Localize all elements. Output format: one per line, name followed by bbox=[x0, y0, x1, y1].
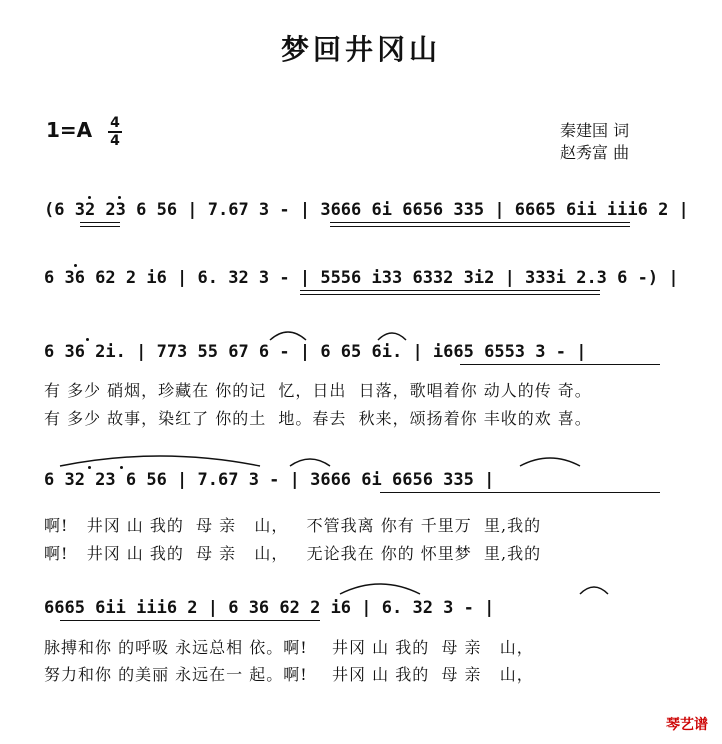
slur bbox=[270, 332, 306, 340]
slur bbox=[520, 458, 580, 466]
lyric-line-6: 努力和你 的美丽 永远在一 起。啊! 井冈 山 我的 母 亲 山， bbox=[44, 665, 534, 684]
staff-line-5: 6665 6ii iii6 2 | 6 36 62 2 i6 | 6. 32 3 - | bbox=[44, 598, 495, 618]
slur bbox=[340, 584, 420, 594]
composer: 赵秀富 曲 bbox=[560, 143, 630, 162]
slur bbox=[290, 459, 330, 466]
lyric-line-1: 有 多少 硝烟，珍藏在 你的记 忆，日出 日落，歌唱着你 动人的传 奇。 bbox=[44, 381, 592, 400]
staff-line-1: (6 32 23 6 56 | 7.67 3 - | 3666 6i 6656 335 | 6665 6ii iii6 2 | bbox=[44, 200, 689, 220]
slur bbox=[60, 456, 260, 466]
time-signature-top: 4 bbox=[110, 115, 120, 131]
slur bbox=[378, 333, 406, 340]
lyric-line-3: 啊! 井冈 山 我的 母 亲 山， 不管我离 你有 千里万 里,我的 bbox=[44, 516, 542, 535]
key-signature: 1=A bbox=[46, 118, 93, 142]
staff-line-4: 6 32 23 6 56 | 7.67 3 - | 3666 6i 6656 335 | bbox=[44, 470, 495, 490]
lyric-line-4: 啊! 井冈 山 我的 母 亲 山， 无论我在 你的 怀里梦 里,我的 bbox=[44, 544, 542, 563]
lyric-line-2: 有 多少 故事，染红了 你的土 地。春去 秋来，颂扬着你 丰收的欢 喜。 bbox=[44, 409, 592, 428]
slur bbox=[580, 587, 608, 594]
lyric-line-5: 脉搏和你 的呼吸 永远总相 依。啊! 井冈 山 我的 母 亲 山， bbox=[44, 638, 534, 657]
page-title: 梦回井冈山 bbox=[280, 33, 441, 66]
staff-line-3: 6 36 2i. | 773 55 67 6 - | 6 65 6i. | i665 6553 3 - | bbox=[44, 342, 587, 362]
time-signature-bottom: 4 bbox=[110, 133, 120, 149]
watermark-logo: 琴艺谱 bbox=[666, 717, 708, 733]
staff-line-2: 6 36 62 2 i6 | 6. 32 3 - | 5556 i33 6332 3i2 | 333i 2.3 6 -) | bbox=[44, 268, 679, 288]
lyricist: 秦建国 词 bbox=[560, 121, 630, 140]
